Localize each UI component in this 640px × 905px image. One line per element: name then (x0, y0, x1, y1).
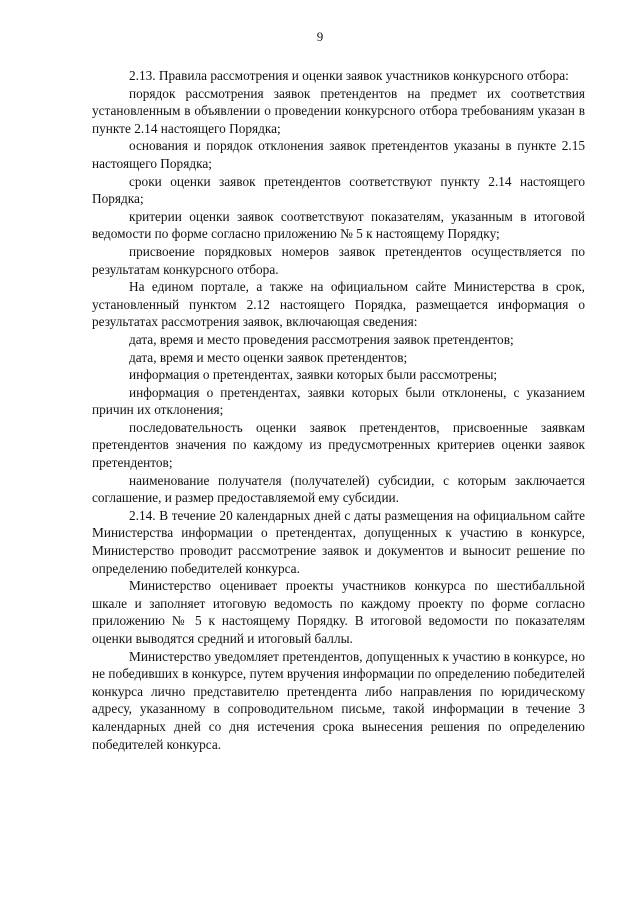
paragraph-numbering: присвоение порядковых номеров заявок претендентов осуществляется по результатам конкурсного отбора. (92, 243, 585, 277)
document-body (92, 67, 585, 753)
paragraph-rejected-applicants: информация о претендентах, заявки которых были отклонены, с указанием причин их отклонения; (92, 384, 585, 418)
paragraph-review-procedure: порядок рассмотрения заявок претендентов на предмет их соответствия установленным в объявлении о проведении конкурсного отбора требованиям указан в пункте 2.14 настоящего Порядка; (92, 85, 585, 136)
paragraph-scoring: Министерство оценивает проекты участников конкурса по шестибалльной шкале и заполняет итоговую ведомость по каждому проекту по форме согласно приложению № 5 к настоящему Порядку. В итоговой ведомости по показателям оценки выводятся средний и итоговый баллы. (92, 578, 585, 646)
paragraph-notification: Министерство уведомляет претендентов, допущенных к участию в конкурсе, но не победивших в конкурсе, путем вручения информации по определению победителей конкурса лично представителю претендента либо направления по юридическому адресу, указанному в сопроводительном письме, такой информации в течение 3 календарных дней со дня истечения срока вынесения решения по определению победителей конкурса. (92, 648, 585, 752)
paragraph-recipient-name: наименование получателя (получателей) субсидии, с которым заключается соглашение, и размер предоставляемой ему субсидии. (92, 472, 585, 506)
paragraph-2-14-review-period: 2.14. В течение 20 календарных дней с даты размещения на официальном сайте Министерства информации о претендентах, допущенных к участию в конкурсе, Министерство проводит рассмотрение заявок и документов и выносит решение по определению победителей конкурса. (92, 507, 585, 576)
paragraph-review-datetime: дата, время и место проведения рассмотрения заявок претендентов; (129, 331, 514, 347)
paragraph-reviewed-applicants: информация о претендентах, заявки которых были рассмотрены; (129, 367, 498, 383)
paragraph-portal-publication: На едином портале, а также на официальном сайте Министерства в срок, установленный пунктом 2.12 настоящего Порядка, размещается информация о результатах рассмотрения заявок, включающая сведения: (92, 279, 585, 330)
paragraph-2-13-heading: 2.13. Правила рассмотрения и оценки заявок участников конкурсного отбора: (129, 68, 569, 83)
paragraph-evaluation-criteria: критерии оценки заявок соответствуют показателям, указанным в итоговой ведомости по форме согласно приложению № 5 к настоящему Порядку; (92, 208, 585, 242)
paragraph-evaluation-datetime: дата, время и место оценки заявок претендентов; (129, 349, 408, 365)
page-number: 9 (316, 29, 324, 44)
paragraph-rejection-grounds: основания и порядок отклонения заявок претендентов указаны в пункте 2.15 настоящего Порядка; (92, 138, 585, 171)
paragraph-evaluation-sequence: последовательность оценки заявок претендентов, присвоенные заявкам претендентов значения по каждому из предусмотренных критериев оценки заявок претендентов; (92, 419, 585, 471)
paragraph-evaluation-terms: сроки оценки заявок претендентов соответствуют пункту 2.14 настоящего Порядка; (92, 173, 585, 207)
